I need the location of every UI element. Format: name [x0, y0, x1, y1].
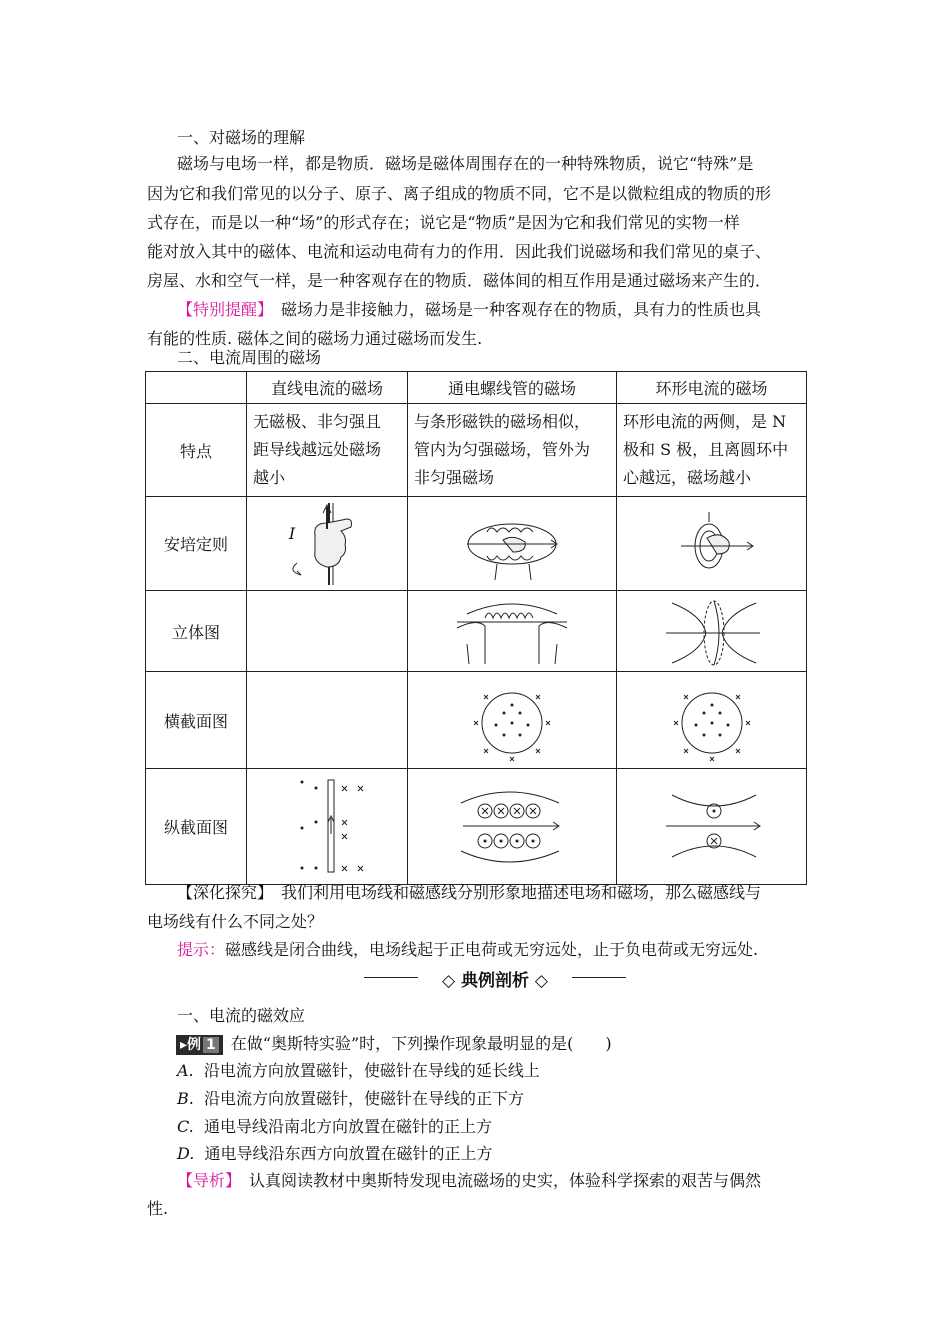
table-cell [408, 769, 617, 885]
table-cell [247, 769, 408, 885]
option-text: 沿电流方向放置磁针，使磁针在导线的正下方 [204, 1089, 525, 1108]
section-heading-magnetic-effect: 一、电流的磁效应 [177, 1006, 306, 1025]
ring-current-right-hand-figure [657, 504, 767, 584]
table-cell [617, 672, 807, 769]
ring-longitudinal-figure [652, 777, 772, 877]
divider-title: ◇ 典例剖析 ◇ [442, 971, 548, 991]
analysis-text: 认真阅读教材中奥斯特发现电流磁场的史实，体验科学探索的艰苦与偶然 [233, 1171, 762, 1190]
section-heading-current-field: 二、电流周围的磁场 [177, 348, 322, 367]
option-text: 通电导线沿南北方向放置在磁针的正上方 [203, 1117, 492, 1136]
cell-line: 距导线越远处磁场 [253, 440, 382, 459]
cell-line: 心越远，磁场越小 [623, 468, 752, 487]
straight-wire-longitudinal-figure [272, 774, 382, 880]
row-label: 横截面图 [146, 672, 247, 769]
table-cell [408, 404, 617, 497]
option-d [177, 1144, 837, 1164]
table-cell [408, 497, 617, 591]
cell-line: 环形电流的两侧，是 N [623, 412, 787, 431]
explore-label: 【深化探究】 [177, 883, 266, 902]
table-cell-empty [247, 672, 408, 769]
cell-line: 无磁极、非匀强且 [253, 412, 382, 431]
divider-line-left [364, 977, 418, 978]
cell-line: 极和 S 极，且离圆环中 [623, 440, 789, 459]
example-number: 1 [203, 1037, 219, 1053]
table-row [146, 497, 807, 591]
table-cell [617, 591, 807, 672]
reminder-text: 磁场力是非接触力，磁场是一种客观存在的物质，具有力的性质也具 [265, 300, 762, 319]
current-magnetic-field-table [145, 371, 807, 885]
table-cell [617, 769, 807, 885]
table-cell [247, 404, 408, 497]
cell-line: 越小 [253, 468, 286, 487]
table-header: 环形电流的磁场 [617, 372, 807, 404]
row-label: 特点 [146, 404, 247, 497]
paragraph-line: 能对放入其中的磁体、电流和运动电荷有力的作用．因此我们说磁场和我们常见的桌子、 [147, 242, 772, 261]
right-hand-straight-wire-figure [267, 501, 387, 587]
ring-current-3d-figure [652, 593, 772, 669]
paragraph-line: 因为它和我们常见的以分子、原子、离子组成的物质不同，它不是以微粒组成的物质的形 [147, 184, 772, 203]
table-header-empty [146, 372, 247, 404]
option-text: 通电导线沿东西方向放置在磁针的正上方 [204, 1144, 493, 1163]
section-heading-magnetic-field: 一、对磁场的理解 [177, 128, 306, 147]
explore-text-cont: 电场线有什么不同之处？ [147, 912, 324, 931]
analysis-text-cont: 性. [147, 1199, 169, 1218]
table-cell [247, 497, 408, 591]
option-key: D. [177, 1144, 195, 1163]
option-c [177, 1117, 837, 1137]
analysis-label: 【导析】 [177, 1171, 234, 1190]
table-header: 通电螺线管的磁场 [408, 372, 617, 404]
analysis-block [177, 1171, 837, 1191]
table-cell [408, 591, 617, 672]
explore-text: 我们利用电场线和磁感线分别形象地描述电场和磁场，那么磁感线与 [265, 883, 762, 902]
hint-text: 磁感线是闭合曲线，电场线起于正电荷或无穷远处，止于负电荷或无穷远处. [225, 940, 759, 959]
table-header: 直线电流的磁场 [247, 372, 408, 404]
cell-line: 与条形磁铁的磁场相似， [414, 412, 591, 431]
example-badge-text: 例 [187, 1037, 202, 1053]
hint-block [177, 940, 837, 960]
option-key: A. [177, 1061, 194, 1080]
hint-label: 提示： [177, 940, 226, 959]
divider-line-right [572, 977, 626, 978]
table-row [146, 672, 807, 769]
solenoid-cross-section-figure [462, 677, 562, 763]
paragraph-line: 式存在，而是以一种“场”的形式存在；说它是“物质”是因为它和我们常见的实物一样 [147, 213, 740, 232]
table-header-row [146, 372, 807, 404]
option-text: 沿电流方向放置磁针，使磁针在导线的延长线上 [203, 1061, 540, 1080]
question-text: 在做“奥斯特实验”时，下列操作现象最明显的是( ) [230, 1034, 612, 1053]
typical-examples-divider [364, 966, 626, 990]
example-badge: ▸例 1 [176, 1035, 223, 1055]
table-cell [617, 497, 807, 591]
special-reminder [177, 300, 837, 320]
paragraph-line: 房屋、水和空气一样，是一种客观存在的物质．磁体间的相互作用是通过磁场来产生的． [147, 271, 772, 290]
row-label: 纵截面图 [146, 769, 247, 885]
ring-cross-section-figure [662, 677, 762, 763]
row-label: 安培定则 [146, 497, 247, 591]
table-row [146, 769, 807, 885]
divider-title-text: 典例剖析 [461, 971, 529, 991]
solenoid-longitudinal-figure [447, 777, 577, 877]
table-cell [617, 404, 807, 497]
explore-block [177, 883, 837, 903]
reminder-text-cont: 有能的性质. 磁体之间的磁场力通过磁场而发生. [147, 329, 483, 348]
solenoid-3d-figure [447, 596, 577, 666]
table-cell-empty [247, 591, 408, 672]
reminder-label: 【特别提醒】 [177, 300, 266, 319]
solenoid-right-hand-figure [447, 504, 577, 584]
option-key: C. [177, 1117, 194, 1136]
table-row [146, 404, 807, 497]
cell-line: 管内为匀强磁场，管外为 [414, 440, 591, 459]
current-label: I [288, 524, 296, 543]
option-key: B. [177, 1089, 194, 1108]
paragraph-line: 磁场与电场一样，都是物质．磁场是磁体周围存在的一种特殊物质，说它“特殊”是 [177, 154, 754, 173]
option-b [177, 1089, 837, 1109]
table-cell [408, 672, 617, 769]
option-a [177, 1061, 837, 1081]
example-question [176, 1034, 836, 1055]
cell-line: 非匀强磁场 [414, 468, 495, 487]
row-label: 立体图 [146, 591, 247, 672]
table-row [146, 591, 807, 672]
